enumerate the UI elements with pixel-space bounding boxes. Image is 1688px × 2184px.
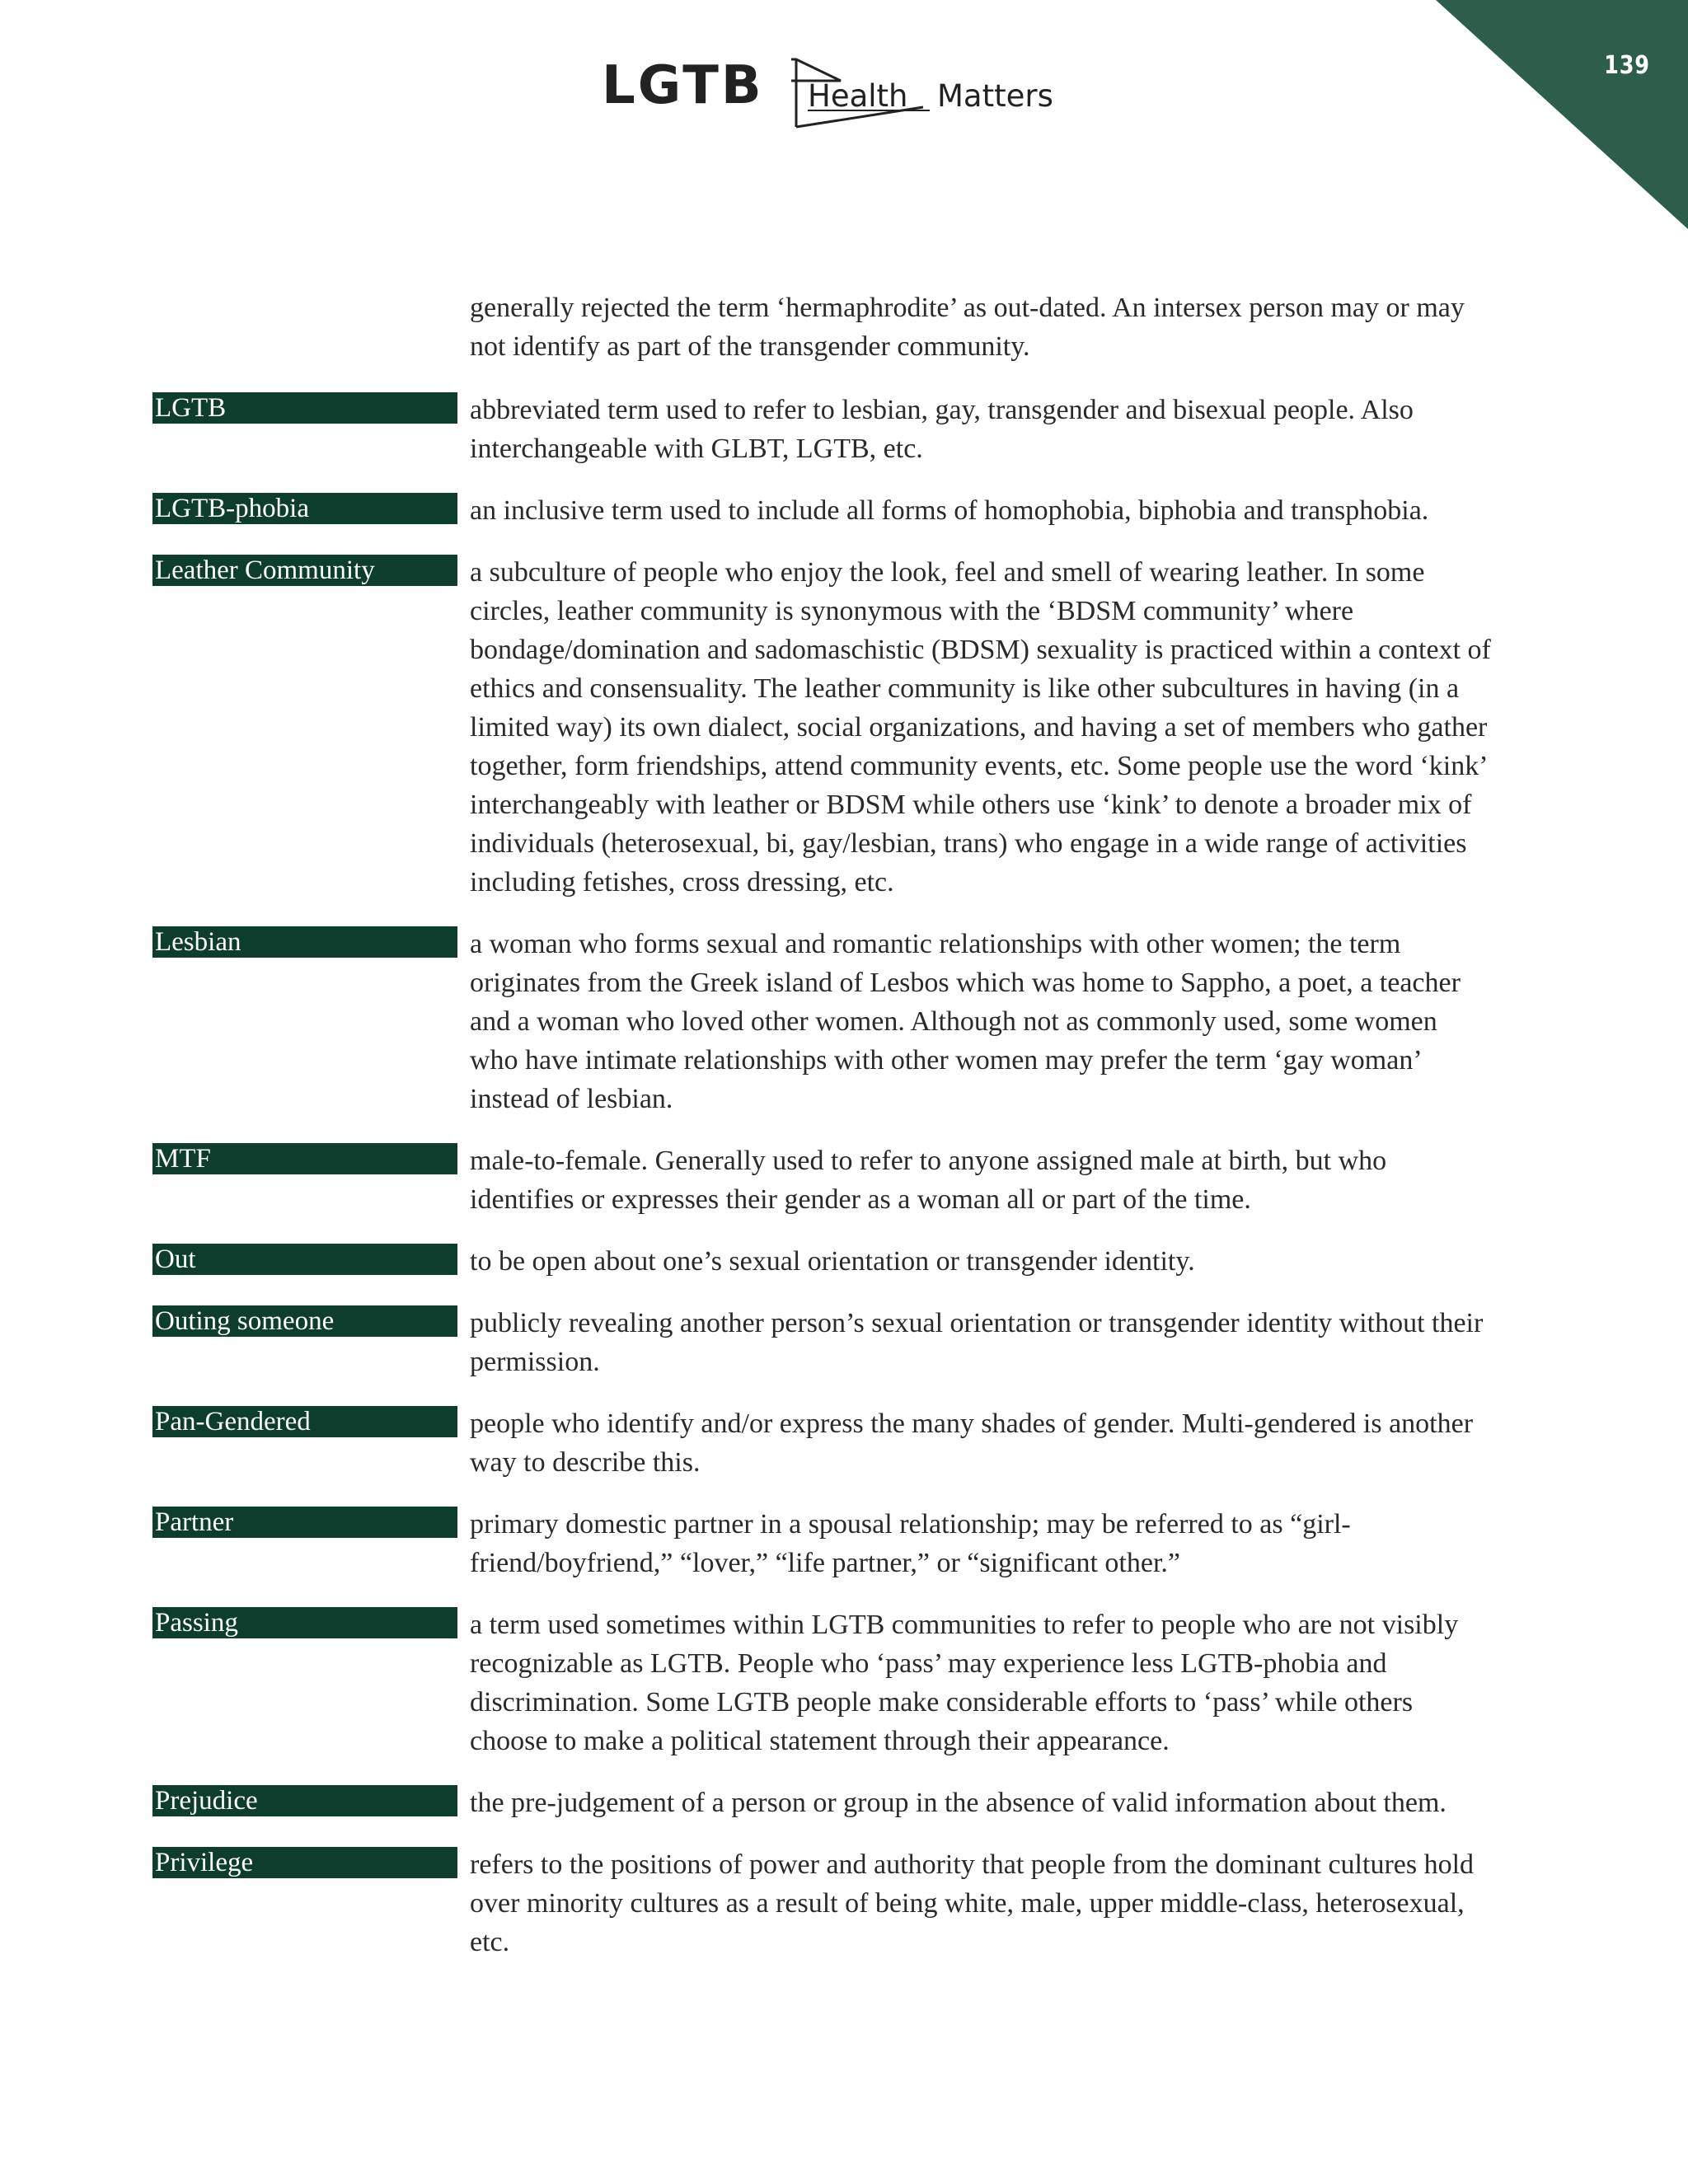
glossary-term: Out bbox=[152, 1244, 457, 1275]
glossary-definition: publicly revealing another person’s sexual orientation or transgender identity without their permission. bbox=[470, 1308, 1484, 1377]
page-number: 139 bbox=[1604, 51, 1650, 80]
glossary-term: Passing bbox=[152, 1607, 457, 1638]
glossary-term: Pan-Gendered bbox=[152, 1406, 457, 1437]
glossary-definition: a subculture of people who enjoy the look, feel and smell of wearing leather. In some circles, leather community is synonymous with the ‘BDSM community’ where bondage/domination and sadomaschistic (BDSM) sexuality is practiced within a context of ethics and consensuality. The leather community is like other subcultures in having (in a limited way) its own dialect, social organizations, and having a set of members who gather together, form friendships, attend community events, etc. Some people use the word ‘kink’ interchangeably with leather or BDSM while others use ‘kink’ to denote a broader mix of individuals (heterosexual, bi, gay/lesbian, trans) who engage in a wide range of activities including fetishes, cross dressing, etc. bbox=[470, 557, 1491, 898]
glossary-entry bbox=[0, 491, 1688, 530]
glossary-definition: abbreviated term used to refer to lesbian, gay, transgender and bisexual people. Also interchangeable with GLBT, LGTB, etc. bbox=[470, 395, 1414, 464]
publication-logo bbox=[602, 56, 1096, 130]
glossary-definition: primary domestic partner in a spousal relationship; may be referred to as “girl-friend/boyfriend,” “lover,” “life partner,” or “significant other.” bbox=[470, 1509, 1351, 1578]
glossary-entry bbox=[0, 391, 1688, 468]
glossary-entry bbox=[0, 1304, 1688, 1381]
glossary-term: Leather Community bbox=[152, 555, 457, 586]
glossary-definition: a woman who forms sexual and romantic relationships with other women; the term originates from the Greek island of Lesbos which was home to Sappho, a poet, a teacher and a woman who loved other women. Although not as commonly used, some women who have intimate relationships with other women may prefer the term ‘gay woman’ instead of lesbian. bbox=[470, 929, 1461, 1114]
glossary-term: Outing someone bbox=[152, 1305, 457, 1337]
glossary-definition: to be open about one’s sexual orientation or transgender identity. bbox=[470, 1246, 1195, 1277]
glossary-term: Partner bbox=[152, 1507, 457, 1538]
glossary-definition: male-to-female. Generally used to refer to anyone assigned male at birth, but who identifies or expresses their gender as a woman all or part of the time. bbox=[470, 1146, 1387, 1215]
glossary-entry bbox=[0, 1242, 1688, 1281]
glossary-term: LGTB bbox=[152, 392, 457, 424]
glossary-definition: the pre-judgement of a person or group in the absence of valid information about them. bbox=[470, 1788, 1447, 1818]
glossary-term: Privilege bbox=[152, 1847, 457, 1878]
glossary-entry bbox=[0, 1783, 1688, 1822]
glossary-definition: an inclusive term used to include all forms of homophobia, biphobia and transphobia. bbox=[470, 495, 1429, 526]
glossary-entry bbox=[0, 1505, 1688, 1582]
glossary-definition: a term used sometimes within LGTB communities to refer to people who are not visibly recognizable as LGTB. People who ‘pass’ may experience less LGTB-phobia and discrimination. Some LGTB people make considerable efforts to ‘pass’ while others choose to make a political statement through their appearance. bbox=[470, 1610, 1459, 1756]
glossary-entry bbox=[0, 925, 1688, 1118]
logo-matters: Matters bbox=[937, 78, 1053, 114]
glossary-entry bbox=[0, 553, 1688, 902]
glossary-term: LGTB-phobia bbox=[152, 493, 457, 524]
logo-health: Health bbox=[808, 78, 908, 114]
corner-triangle bbox=[1436, 0, 1688, 229]
glossary-entry bbox=[0, 1605, 1688, 1760]
glossary-entry bbox=[0, 1404, 1688, 1482]
glossary-list bbox=[0, 391, 1688, 1985]
glossary-entry bbox=[0, 1845, 1688, 1961]
logo-mark: LGTB bbox=[602, 55, 764, 116]
glossary-definition: people who identify and/or express the many shades of gender. Multi-gendered is another way to describe this. bbox=[470, 1408, 1474, 1478]
glossary-term: Prejudice bbox=[152, 1785, 457, 1816]
glossary-definition: refers to the positions of power and authority that people from the dominant cultures hold over minority cultures as a result of being white, male, upper middle-class, heterosexual, etc. bbox=[470, 1849, 1475, 1957]
glossary-entry bbox=[0, 1141, 1688, 1219]
glossary-term: Lesbian bbox=[152, 926, 457, 958]
continued-definition: generally rejected the term ‘hermaphrodite’ as out-dated. An intersex person may or may not identify as part of the transgender community. bbox=[470, 293, 1465, 362]
glossary-term: MTF bbox=[152, 1143, 457, 1174]
